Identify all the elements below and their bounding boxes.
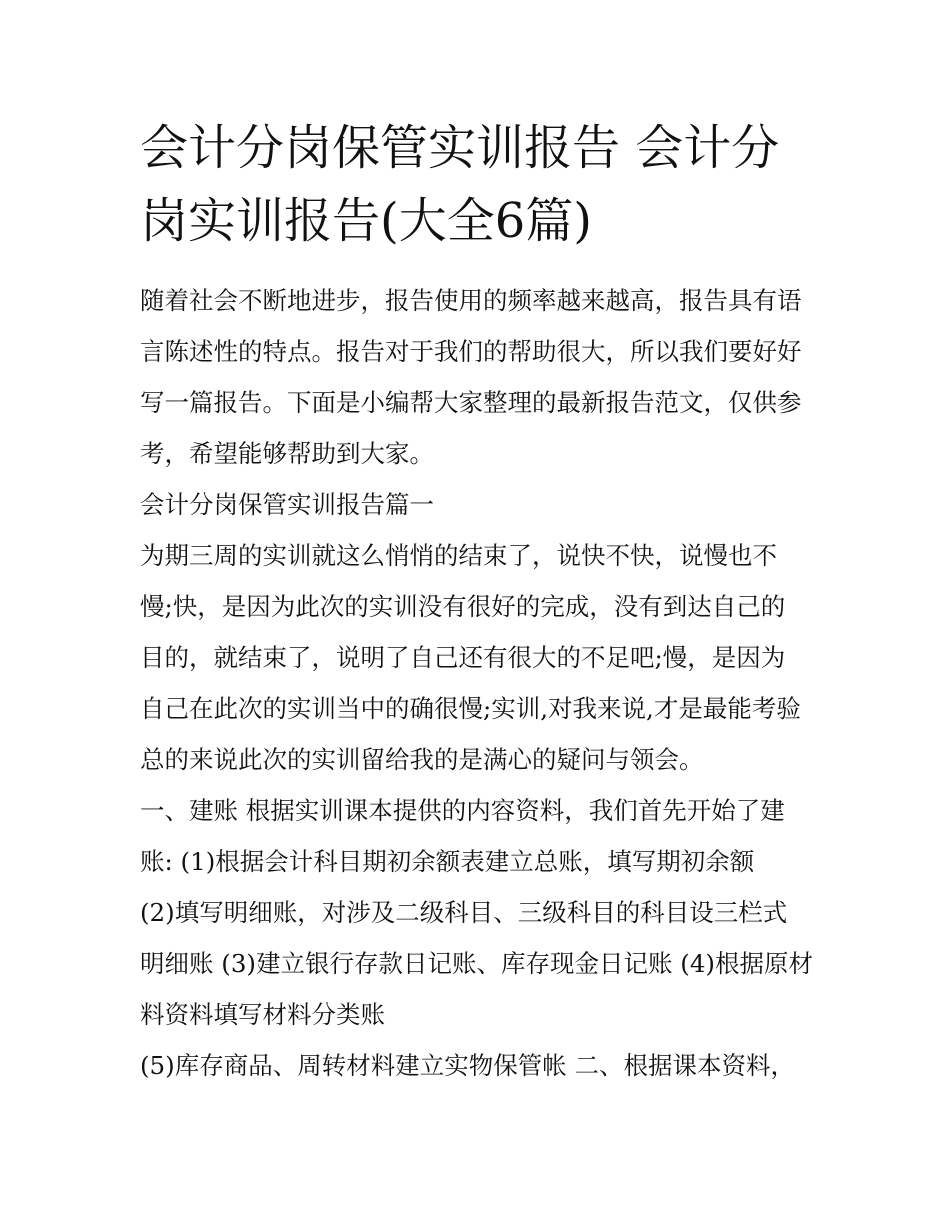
text-line: 随着社会不断地进步，报告使用的频率越来越高，报告具有语: [140, 286, 802, 315]
text-line: 账: (1)根据会计科目期初余额表建立总账，填写期初余额: [140, 847, 755, 876]
text-line: 考，希望能够帮助到大家。: [140, 439, 434, 468]
text-line: 一、建账 根据实训课本提供的内容资料，我们首先开始了建: [140, 796, 785, 825]
title-line: 岗实训报告(大全6篇): [140, 193, 592, 249]
section-heading: 会计分岗保管实训报告篇一: [140, 490, 434, 519]
text-line: 料资料填写材料分类账: [140, 1000, 385, 1029]
text-line: 写一篇报告。下面是小编帮大家整理的最新报告范文，仅供参: [140, 388, 802, 417]
text-line: 目的，就结束了，说明了自己还有很大的不足吧;慢，是因为: [140, 643, 786, 672]
document-body: [140, 275, 820, 1091]
text-line: 自己在此次的实训当中的确很慢;实训,对我来说,才是最能考验: [140, 694, 801, 723]
text-line: 为期三周的实训就这么悄悄的结束了，说快不快，说慢也不: [140, 541, 777, 570]
text-line: (2)填写明细账，对涉及二级科目、三级科目的科目设三栏式: [140, 898, 788, 927]
text-line: 言陈述性的特点。报告对于我们的帮助很大，所以我们要好好: [140, 337, 802, 366]
document-title: [140, 112, 820, 258]
text-line: 总的来说此次的实训留给我的是满心的疑问与领会。: [140, 745, 704, 774]
text-line: 慢;快，是因为此次的实训没有很好的完成，没有到达自己的: [140, 592, 786, 621]
title-line: 会计分岗保管实训报告 会计分: [140, 120, 780, 176]
text-line: 明细账 (3)建立银行存款日记账、库存现金日记账 (4)根据原材: [140, 949, 813, 978]
text-line: (5)库存商品、周转材料建立实物保管帐 二、根据课本资料，: [140, 1051, 795, 1080]
